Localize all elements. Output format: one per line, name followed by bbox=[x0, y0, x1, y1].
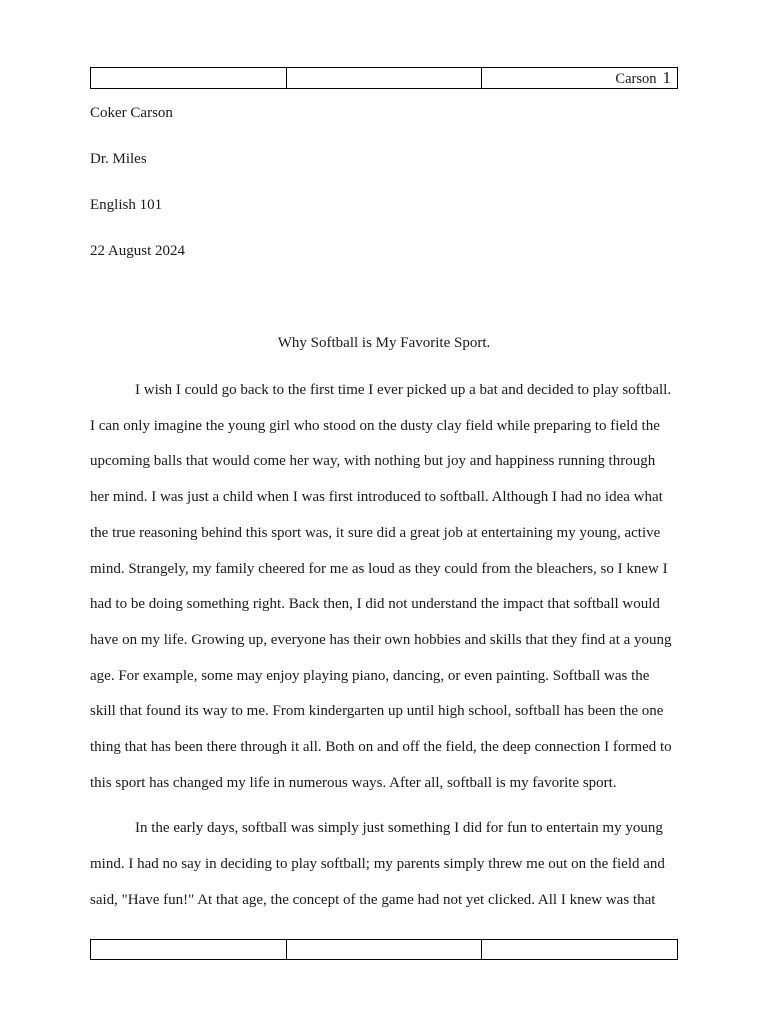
footer-cell-center bbox=[286, 940, 482, 960]
essay-body bbox=[90, 373, 678, 929]
paragraph-2: In the early days, softball was simply just something I did for fun to entertain my young mind. I had no say in deciding to play softball; my parents simply threw me out on the field and said, "Have fun!" At that age, the concept of the game had not yet clicked. All I knew was that bbox=[90, 820, 665, 908]
essay-date: 22 August 2024 bbox=[90, 243, 186, 259]
paragraph-1: I wish I could go back to the first time I ever picked up a bat and decided to play softball. I can only imagine the young girl who stood on the dusty clay field while preparing to field the upcoming balls that would come her way, with nothing but joy and happiness running through her mind. I was just a child when I was first introduced to softball. Although I had no idea what the true reasoning behind this sport was, it sure did a great job at entertaining my young, active mind. Strangely, my family cheered for me as loud as they could from the bleachers, so I knew I had to be doing something right. Back then, I did not understand the impact that softball would have on my life. Growing up, everyone has their own hobbies and skills that they find at a young age. For example, some may enjoy playing piano, dancing, or even painting. Softball was the skill that found its way to me. From kindergarten up until high school, softball has been the one thing that has been there through it all. Both on and off the field, the deep connection I formed to this sport has changed my life in numerous ways. After all, softball is my favorite sport. bbox=[90, 382, 672, 791]
header-author-surname: Carson bbox=[615, 71, 657, 87]
course-name: English 101 bbox=[90, 197, 163, 213]
header-cell-right bbox=[482, 68, 678, 89]
footer-cell-right bbox=[482, 940, 678, 960]
header-cell-left bbox=[91, 68, 287, 89]
footer-cell-left bbox=[91, 940, 287, 960]
essay-title: Why Softball is My Favorite Sport. bbox=[277, 335, 491, 351]
header-cell-center bbox=[286, 68, 482, 89]
instructor-name: Dr. Miles bbox=[90, 151, 147, 167]
student-name: Coker Carson bbox=[90, 105, 173, 121]
header-table bbox=[90, 67, 678, 89]
footer-table bbox=[90, 939, 678, 960]
page-number: 1 bbox=[662, 68, 671, 87]
